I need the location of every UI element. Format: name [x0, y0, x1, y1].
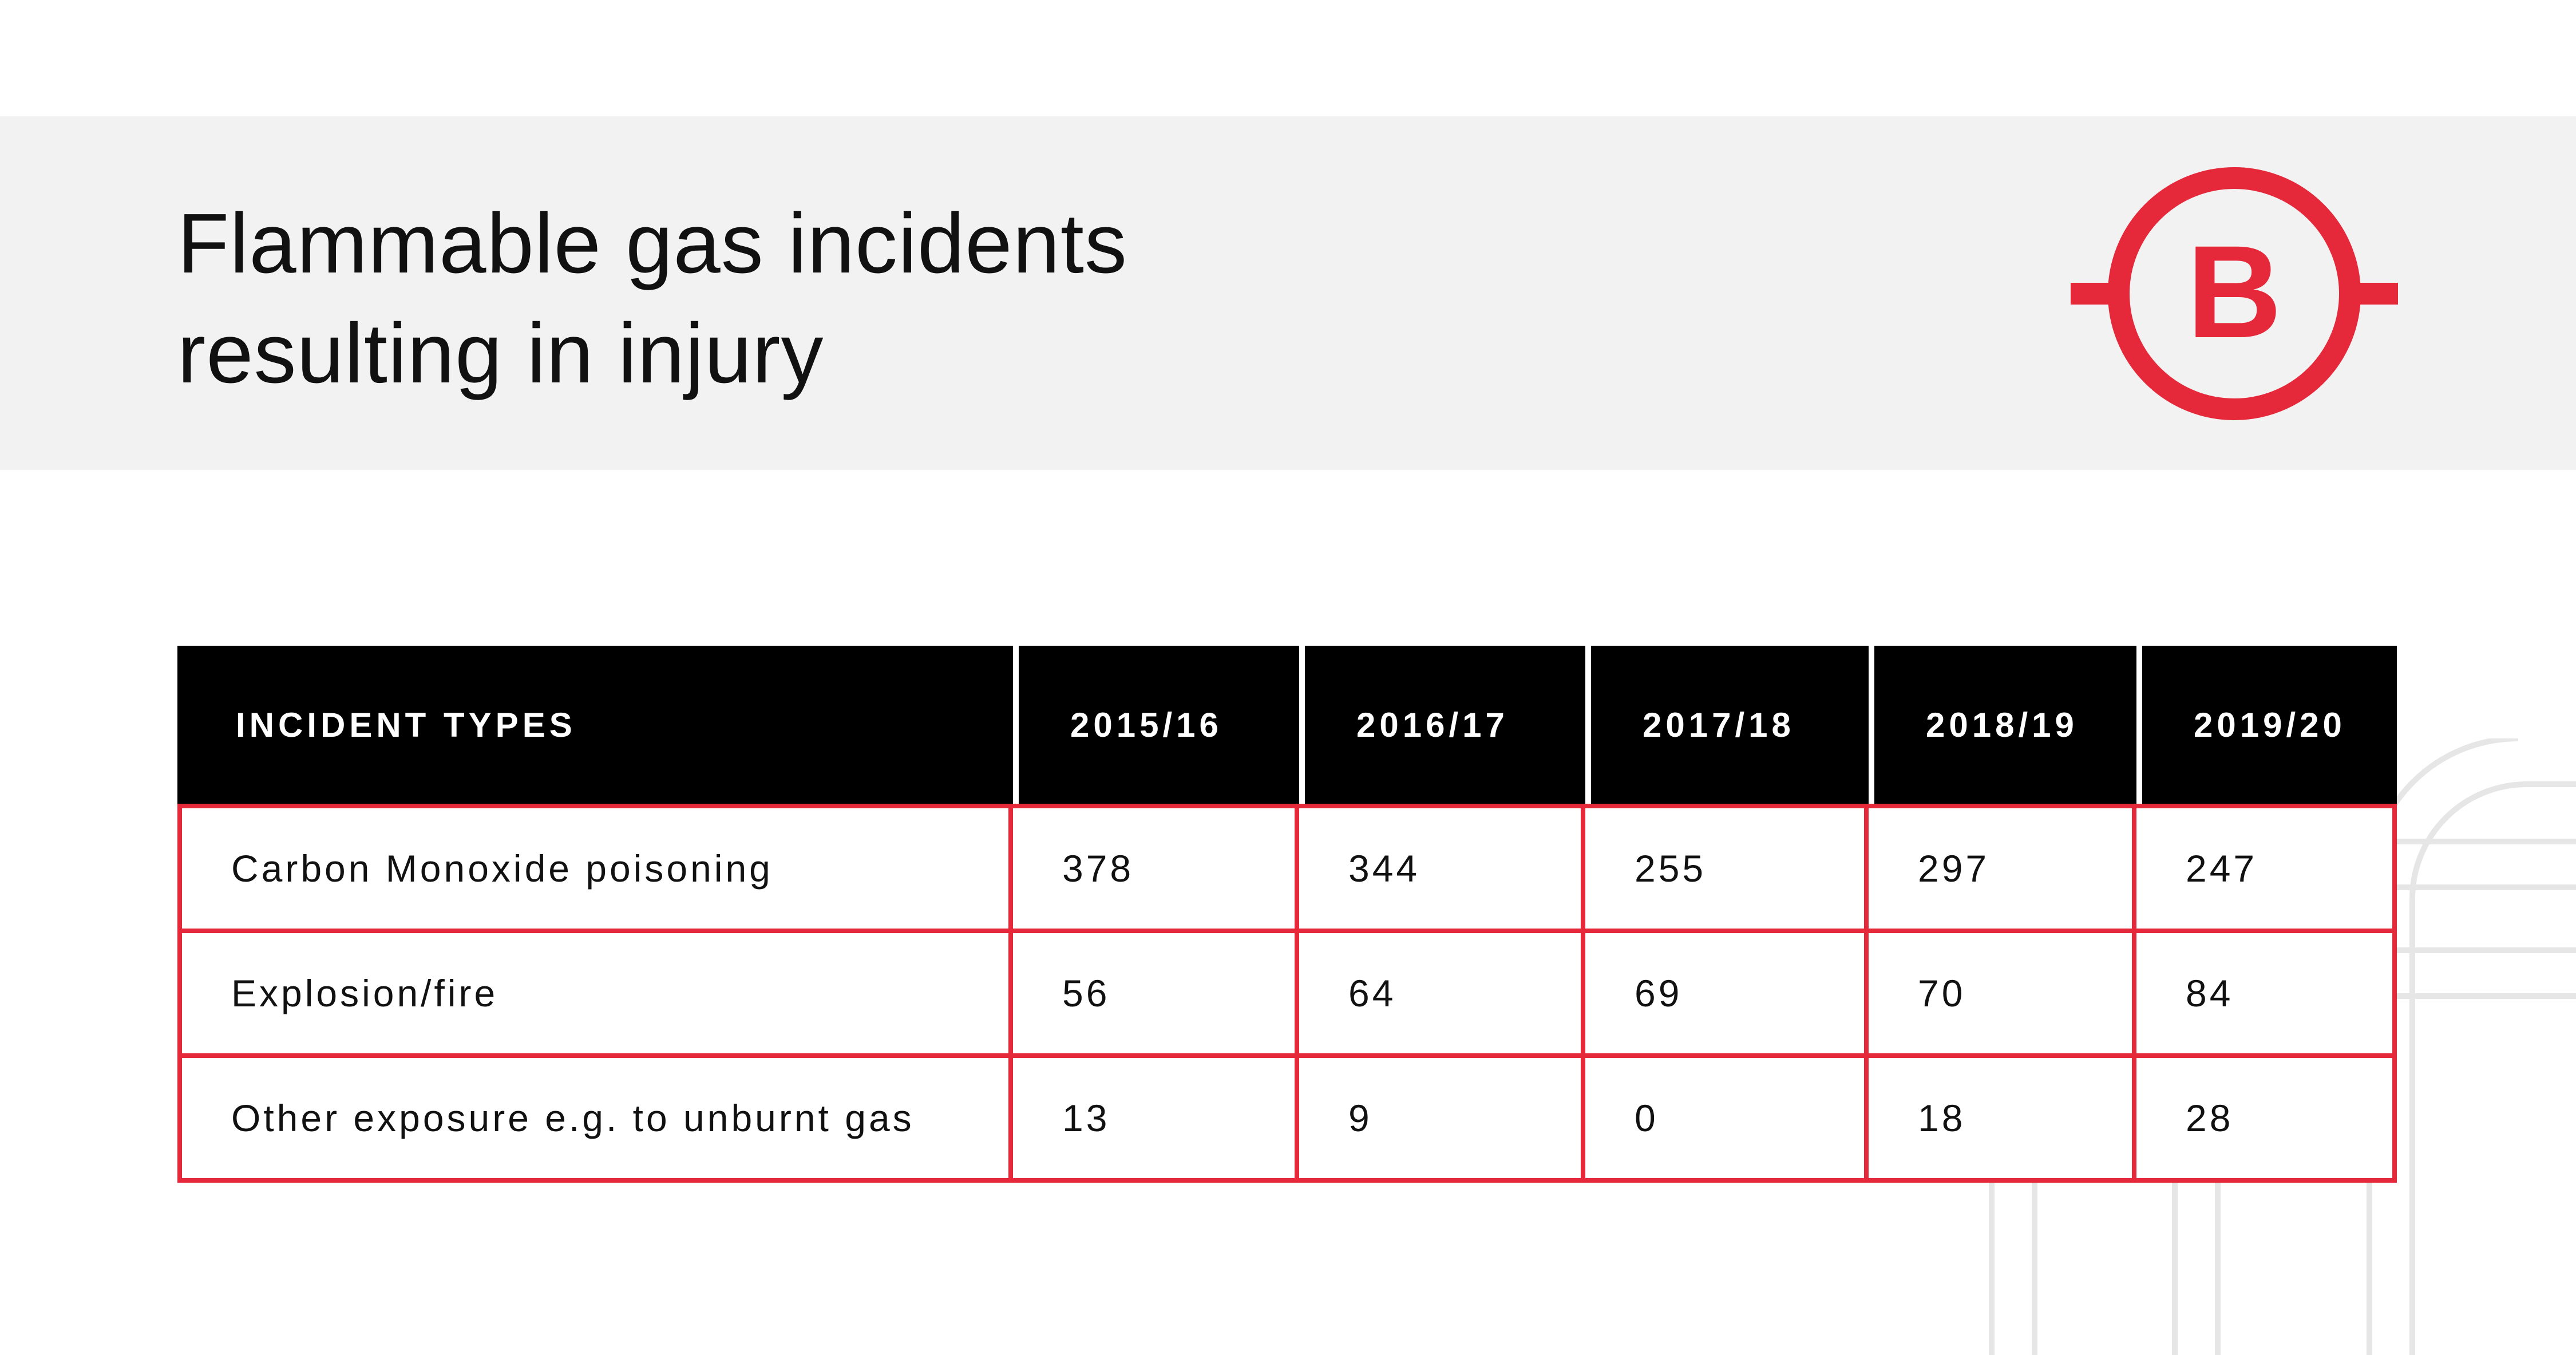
column-header-2018-19: 2018/19 — [1869, 646, 2136, 804]
table-row — [177, 804, 2397, 933]
incident-type-cell: Explosion/fire — [177, 933, 1013, 1058]
incident-type-cell: Carbon Monoxide poisoning — [177, 804, 1013, 933]
value-cell: 28 — [2136, 1058, 2397, 1183]
value-cell: 0 — [1585, 1058, 1869, 1183]
column-header-2017-18: 2017/18 — [1585, 646, 1869, 804]
value-cell: 64 — [1299, 933, 1585, 1058]
incident-type-cell: Other exposure e.g. to unburnt gas — [177, 1058, 1013, 1183]
value-cell: 70 — [1869, 933, 2136, 1058]
value-cell: 247 — [2136, 804, 2397, 933]
value-cell: 84 — [2136, 933, 2397, 1058]
title-line-1: Flammable gas incidents — [177, 196, 1127, 291]
table-row — [177, 1058, 2397, 1183]
value-cell: 18 — [1869, 1058, 2136, 1183]
value-cell: 9 — [1299, 1058, 1585, 1183]
page-title — [177, 189, 1551, 409]
value-cell: 344 — [1299, 804, 1585, 933]
value-cell: 297 — [1869, 804, 2136, 933]
value-cell: 56 — [1013, 933, 1299, 1058]
column-header-incident-types: INCIDENT TYPES — [177, 646, 1013, 804]
column-header-2015-16: 2015/16 — [1013, 646, 1299, 804]
value-cell: 255 — [1585, 804, 1869, 933]
table-header-row — [177, 646, 2397, 804]
table-row — [177, 933, 2397, 1058]
brand-logo — [2071, 165, 2398, 422]
title-line-2: resulting in injury — [177, 306, 824, 401]
column-header-2016-17: 2016/17 — [1299, 646, 1585, 804]
column-header-2019-20: 2019/20 — [2136, 646, 2397, 804]
value-cell: 378 — [1013, 804, 1299, 933]
value-cell: 13 — [1013, 1058, 1299, 1183]
incidents-table — [177, 646, 2397, 1183]
svg-text:B: B — [2186, 218, 2282, 365]
value-cell: 69 — [1585, 933, 1869, 1058]
